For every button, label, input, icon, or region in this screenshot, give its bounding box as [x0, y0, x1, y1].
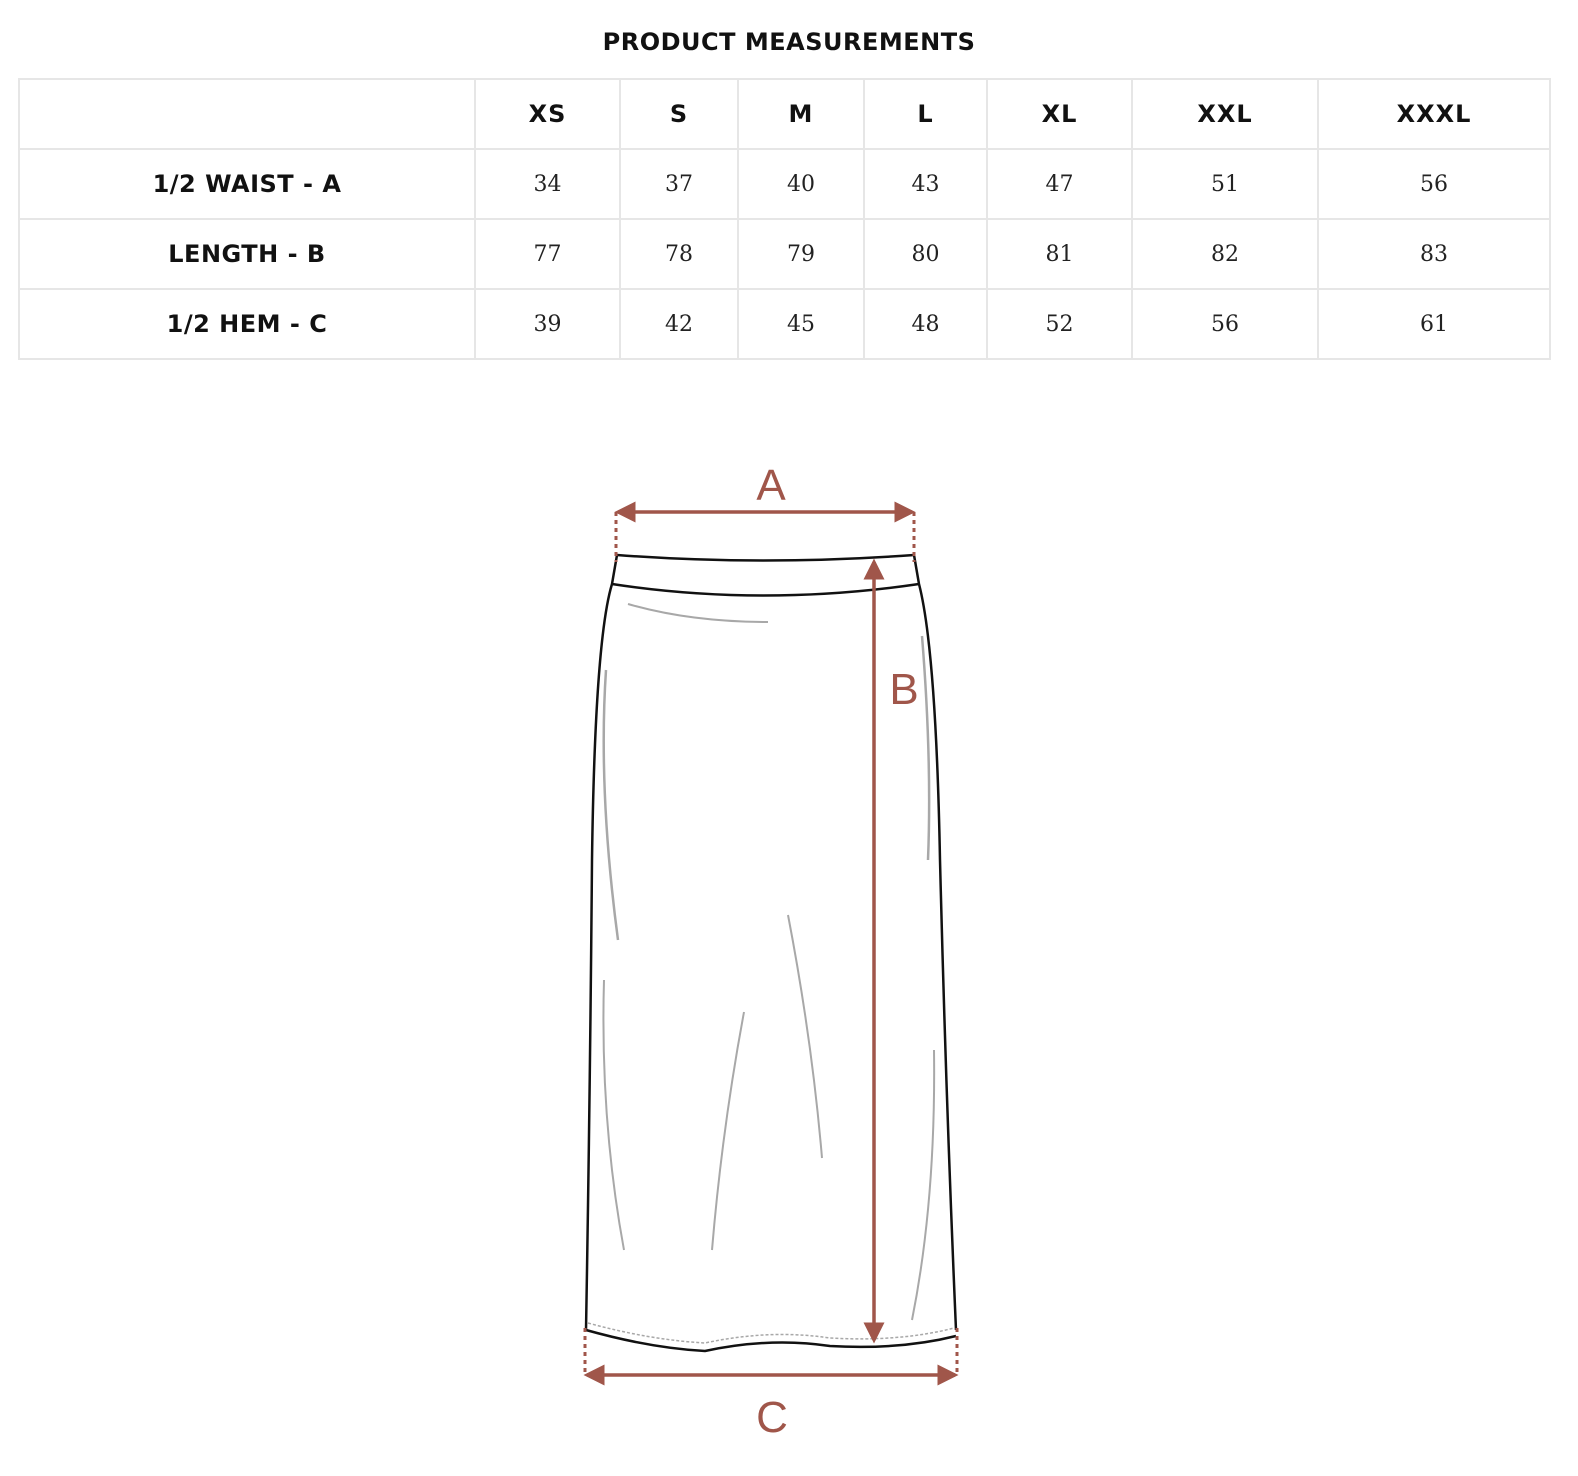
row-label-hem: 1/2 HEM - C: [19, 289, 475, 359]
table-row: [19, 149, 1550, 219]
table-cell: 39: [475, 289, 620, 359]
table-cell: 80: [864, 219, 987, 289]
table-cell: 51: [1132, 149, 1318, 219]
header-cell-m: M: [738, 79, 864, 149]
table-cell: 61: [1318, 289, 1550, 359]
size-chart-table: [18, 78, 1551, 360]
table-cell: 34: [475, 149, 620, 219]
table-row: [19, 289, 1550, 359]
fold-line: [712, 1012, 744, 1250]
header-cell-empty: [19, 79, 475, 149]
table-cell: 82: [1132, 219, 1318, 289]
table-cell: 56: [1318, 149, 1550, 219]
table-cell: 77: [475, 219, 620, 289]
header-cell-xl: XL: [987, 79, 1132, 149]
measurement-c: [585, 1328, 957, 1442]
measurement-b: [874, 562, 919, 1340]
header-cell-xxxl: XXXL: [1318, 79, 1550, 149]
measure-a-label: A: [756, 461, 786, 510]
table-cell: 45: [738, 289, 864, 359]
table-cell: 83: [1318, 219, 1550, 289]
fold-line: [912, 1050, 934, 1320]
table-cell: 43: [864, 149, 987, 219]
measure-b-label: B: [889, 665, 919, 714]
table-cell: 79: [738, 219, 864, 289]
skirt-hem-stitch: [588, 1323, 954, 1343]
table-cell: 56: [1132, 289, 1318, 359]
skirt-left-side: [586, 555, 617, 1330]
fold-line: [922, 636, 929, 860]
waistband-bottom-line: [612, 584, 919, 596]
table-cell: 47: [987, 149, 1132, 219]
table-cell: 48: [864, 289, 987, 359]
fold-line: [788, 915, 822, 1158]
header-cell-xs: XS: [475, 79, 620, 149]
header-cell-l: L: [864, 79, 987, 149]
header-cell-xxl: XXL: [1132, 79, 1318, 149]
table-cell: 37: [620, 149, 738, 219]
table-cell: 40: [738, 149, 864, 219]
table-row: [19, 219, 1550, 289]
table-cell: 81: [987, 219, 1132, 289]
measurement-a: [616, 461, 914, 562]
table-cell: 42: [620, 289, 738, 359]
skirt-right-side: [914, 555, 956, 1330]
skirt-illustration: [586, 555, 956, 1351]
table-cell: 52: [987, 289, 1132, 359]
fold-line: [628, 604, 768, 622]
waistband-top-line: [617, 555, 914, 561]
fold-line: [603, 980, 624, 1250]
skirt-hem-line: [586, 1330, 956, 1351]
row-label-waist: 1/2 WAIST - A: [19, 149, 475, 219]
table-header-row: [19, 79, 1550, 149]
header-cell-s: S: [620, 79, 738, 149]
page-title: PRODUCT MEASUREMENTS: [602, 28, 976, 56]
table-cell: 78: [620, 219, 738, 289]
fold-line: [604, 670, 618, 940]
measure-c-label: C: [756, 1393, 788, 1442]
row-label-length: LENGTH - B: [19, 219, 475, 289]
